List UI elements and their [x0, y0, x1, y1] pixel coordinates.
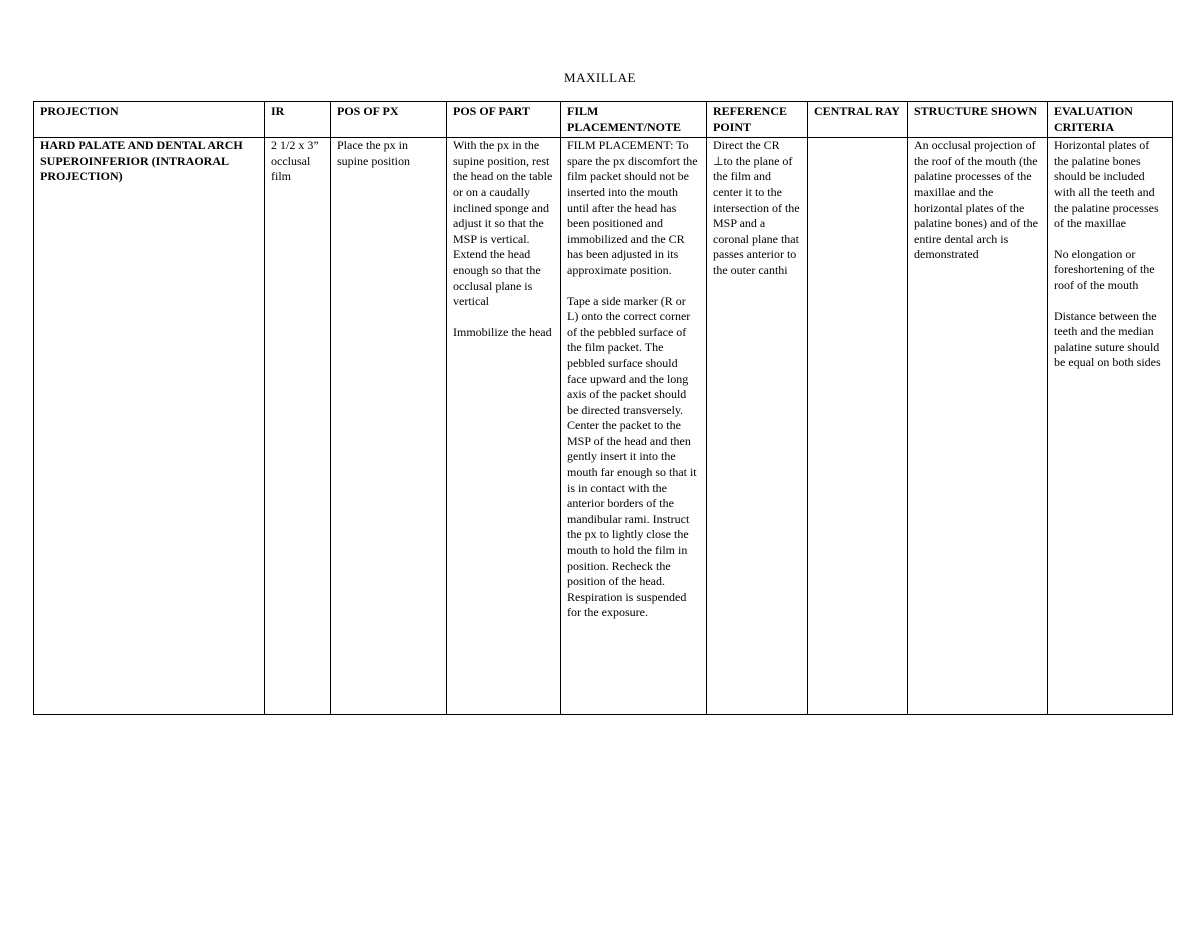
ir-text: 2 1/2 x 3” occlusal film [271, 138, 319, 184]
maxillae-table [33, 101, 1173, 715]
projection-text: HARD PALATE AND DENTAL ARCH SUPEROINFERIOR (INTRAORAL PROJECTION) [40, 138, 243, 184]
header-row [34, 102, 1173, 138]
table-row [34, 138, 1173, 715]
evaluation-criteria-paragraph: No elongation or foreshortening of the roof of the mouth [1054, 246, 1155, 292]
pos-of-px-text: Place the px in supine position [337, 138, 411, 168]
header-pos-of-part: POS OF PART [447, 102, 561, 138]
cell-central-ray [808, 138, 908, 715]
header-projection: PROJECTION [34, 102, 265, 138]
reference-point-text: Direct the CR ⊥to the plane of the film and center it to the intersection of the MSP and a coronal plane that passes anterior to the outer canthi [713, 138, 800, 277]
header-reference-point: REFERENCE POINT [707, 102, 808, 138]
header-film-placement: FILM PLACEMENT/NOTE [561, 102, 707, 138]
header-ir: IR [265, 102, 331, 138]
cell-ir [265, 138, 331, 715]
header-evaluation-criteria: EVALUATION CRITERIA [1048, 102, 1173, 138]
film-placement-paragraph: Tape a side marker (R or L) onto the correct corner of the pebbled surface of the film packet. The pebbled surface should face upward and the long axis of the packet should be directed transversely. Center the packet to the MSP of the head and then gently insert it into the mouth far enough so that it is in contact with the anterior borders of the mandibular rami. Instruct the px to lightly close the mouth to hold the film in position. Recheck the position of the head. Respiration is suspended for the exposure. [567, 293, 697, 620]
structure-shown-text: An occlusal projection of the roof of the mouth (the palatine processes of the maxillae and the horizontal plates of the palatine bones) and of the entire dental arch is demonstrated [914, 138, 1038, 262]
pos-of-part-paragraph: With the px in the supine position, rest the head on the table or on a caudally inclined sponge and adjust it so that the MSP is vertical. Extend the head enough so that the occlusal plane is vertical [453, 138, 553, 309]
cell-reference-point [707, 138, 808, 715]
pos-of-part-paragraph: Immobilize the head [453, 324, 552, 339]
cell-pos-of-part [447, 138, 561, 715]
cell-evaluation-criteria [1048, 138, 1173, 715]
header-structure-shown: STRUCTURE SHOWN [908, 102, 1048, 138]
cell-film-placement [561, 138, 707, 715]
cell-structure-shown [908, 138, 1048, 715]
cell-pos-of-px [331, 138, 447, 715]
cell-projection [34, 138, 265, 715]
evaluation-criteria-paragraph: Distance between the teeth and the median palatine suture should be equal on both sides [1054, 308, 1161, 370]
header-central-ray: CENTRAL RAY [808, 102, 908, 138]
film-placement-paragraph: FILM PLACEMENT: To spare the px discomfort the film packet should not be inserted into the mouth until after the head has been positioned and immobilized and the CR has been adjusted in its approximate position. [567, 138, 698, 277]
page-title: MAXILLAE [564, 70, 636, 85]
header-pos-of-px: POS OF PX [331, 102, 447, 138]
evaluation-criteria-paragraph: Horizontal plates of the palatine bones should be included with all the teeth and the palatine processes of the maxillae [1054, 138, 1159, 231]
